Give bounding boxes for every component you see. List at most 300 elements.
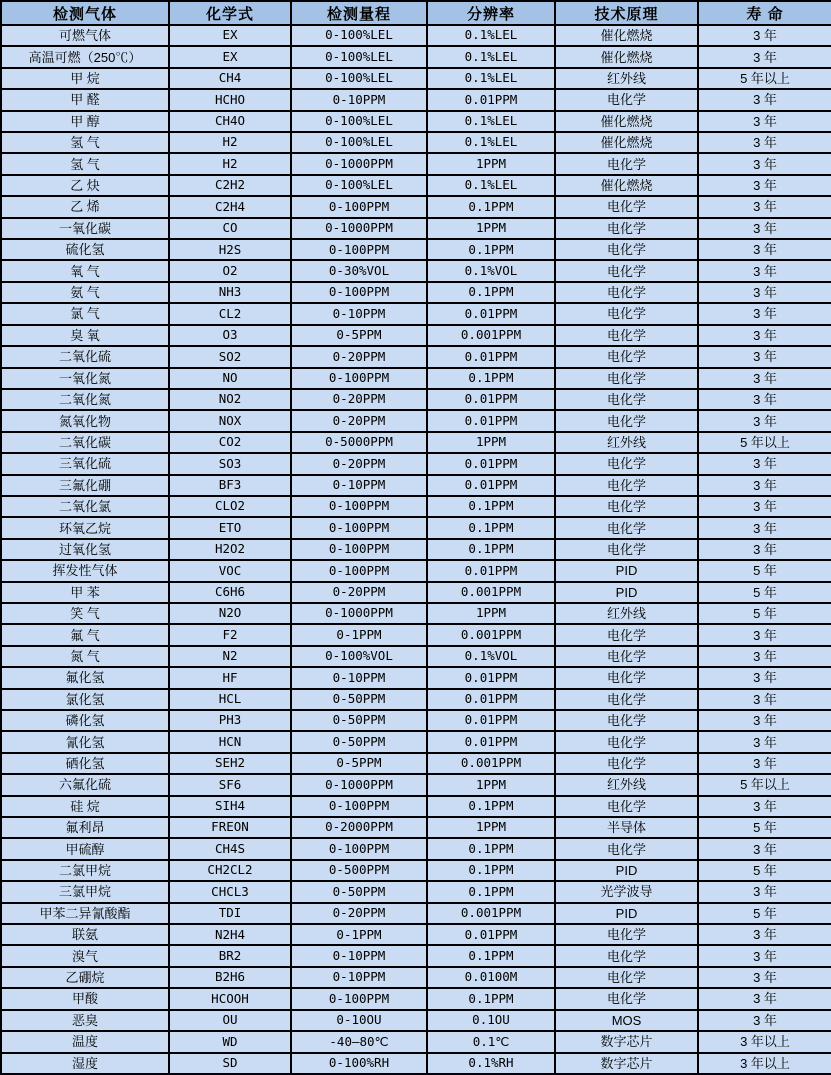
table-row — [1, 25, 831, 46]
cell-chemical-formula: TDI — [169, 903, 291, 924]
cell-detection-range: 0-100%LEL — [291, 25, 427, 46]
table-row — [1, 496, 831, 517]
table-row — [1, 838, 831, 859]
table-row — [1, 368, 831, 389]
cell-resolution: 0.1PPM — [427, 282, 555, 303]
table-row — [1, 196, 831, 217]
cell-gas-name: 氯 气 — [1, 303, 169, 324]
cell-resolution: 0.1OU — [427, 1010, 555, 1031]
table-row — [1, 881, 831, 902]
column-header-lifespan: 寿 命 — [698, 1, 831, 25]
cell-lifespan: 3 年 — [698, 496, 831, 517]
cell-lifespan: 3 年 — [698, 218, 831, 239]
column-header-formula: 化学式 — [169, 1, 291, 25]
cell-detection-range: 0-500PPM — [291, 860, 427, 881]
table-row — [1, 89, 831, 110]
cell-lifespan: 3 年 — [698, 111, 831, 132]
cell-technology-principle: 电化学 — [555, 689, 698, 710]
cell-gas-name: 溴气 — [1, 945, 169, 966]
cell-gas-name: 氮 气 — [1, 646, 169, 667]
cell-lifespan: 3 年 — [698, 175, 831, 196]
cell-lifespan: 3 年 — [698, 475, 831, 496]
cell-technology-principle: 电化学 — [555, 539, 698, 560]
cell-gas-name: 联氨 — [1, 924, 169, 945]
cell-technology-principle: 电化学 — [555, 988, 698, 1009]
table-row — [1, 303, 831, 324]
cell-chemical-formula: NOX — [169, 410, 291, 431]
cell-lifespan: 3 年 — [698, 239, 831, 260]
cell-detection-range: 0-20PPM — [291, 346, 427, 367]
cell-detection-range: 0-100PPM — [291, 196, 427, 217]
cell-detection-range: 0-20PPM — [291, 903, 427, 924]
cell-lifespan: 3 年 — [698, 410, 831, 431]
cell-resolution: 0.01PPM — [427, 560, 555, 581]
cell-resolution: 0.1%LEL — [427, 68, 555, 89]
cell-technology-principle: 半导体 — [555, 817, 698, 838]
cell-technology-principle: 电化学 — [555, 303, 698, 324]
cell-resolution: 0.1PPM — [427, 796, 555, 817]
cell-gas-name: 甲 醛 — [1, 89, 169, 110]
cell-chemical-formula: EX — [169, 46, 291, 67]
table-row — [1, 796, 831, 817]
table-row — [1, 1053, 831, 1075]
cell-gas-name: 一氧化氮 — [1, 368, 169, 389]
cell-chemical-formula: VOC — [169, 560, 291, 581]
cell-technology-principle: 光学波导 — [555, 881, 698, 902]
cell-chemical-formula: CH4O — [169, 111, 291, 132]
cell-detection-range: 0-20PPM — [291, 453, 427, 474]
cell-gas-name: 乙硼烷 — [1, 967, 169, 988]
cell-detection-range: 0-100PPM — [291, 517, 427, 538]
cell-detection-range: 0-100%LEL — [291, 175, 427, 196]
cell-chemical-formula: NH3 — [169, 282, 291, 303]
cell-lifespan: 5 年以上 — [698, 68, 831, 89]
cell-chemical-formula: BF3 — [169, 475, 291, 496]
cell-detection-range: 0-100%LEL — [291, 46, 427, 67]
cell-technology-principle: 催化燃烧 — [555, 175, 698, 196]
cell-chemical-formula: F2 — [169, 624, 291, 645]
cell-lifespan: 3 年 — [698, 753, 831, 774]
table-row — [1, 945, 831, 966]
cell-gas-name: 恶臭 — [1, 1010, 169, 1031]
cell-gas-name: 三氧化硫 — [1, 453, 169, 474]
cell-resolution: 1PPM — [427, 603, 555, 624]
cell-technology-principle: 电化学 — [555, 260, 698, 281]
cell-chemical-formula: FREON — [169, 817, 291, 838]
table-row — [1, 46, 831, 67]
cell-resolution: 0.01PPM — [427, 667, 555, 688]
cell-technology-principle: PID — [555, 582, 698, 603]
cell-resolution: 0.001PPM — [427, 582, 555, 603]
cell-chemical-formula: HCOOH — [169, 988, 291, 1009]
cell-chemical-formula: O2 — [169, 260, 291, 281]
table-row — [1, 68, 831, 89]
cell-detection-range: 0-1000PPM — [291, 603, 427, 624]
cell-resolution: 0.01PPM — [427, 389, 555, 410]
table-row — [1, 967, 831, 988]
cell-lifespan: 3 年 — [698, 945, 831, 966]
cell-technology-principle: 电化学 — [555, 410, 698, 431]
cell-technology-principle: 红外线 — [555, 603, 698, 624]
cell-resolution: 0.1PPM — [427, 368, 555, 389]
cell-gas-name: 二氧化氯 — [1, 496, 169, 517]
cell-lifespan: 3 年 — [698, 282, 831, 303]
cell-resolution: 0.1PPM — [427, 539, 555, 560]
cell-technology-principle: 电化学 — [555, 945, 698, 966]
cell-lifespan: 3 年 — [698, 881, 831, 902]
cell-technology-principle: 数字芯片 — [555, 1031, 698, 1052]
cell-lifespan: 3 年 — [698, 838, 831, 859]
table-row — [1, 924, 831, 945]
table-row — [1, 988, 831, 1009]
cell-chemical-formula: CO2 — [169, 432, 291, 453]
cell-resolution: 0.01PPM — [427, 475, 555, 496]
table-row — [1, 260, 831, 281]
cell-gas-name: 二氯甲烷 — [1, 860, 169, 881]
cell-technology-principle: 电化学 — [555, 967, 698, 988]
cell-detection-range: 0-100%RH — [291, 1053, 427, 1075]
cell-resolution: 0.001PPM — [427, 753, 555, 774]
cell-gas-name: 六氟化硫 — [1, 774, 169, 795]
column-header-range: 检测量程 — [291, 1, 427, 25]
table-row — [1, 667, 831, 688]
cell-detection-range: 0-100PPM — [291, 988, 427, 1009]
cell-gas-name: 笑 气 — [1, 603, 169, 624]
cell-gas-name: 氧 气 — [1, 260, 169, 281]
table-row — [1, 218, 831, 239]
cell-technology-principle: 电化学 — [555, 475, 698, 496]
cell-chemical-formula: H2O2 — [169, 539, 291, 560]
cell-resolution: 0.1%LEL — [427, 111, 555, 132]
cell-detection-range: 0-20PPM — [291, 389, 427, 410]
cell-detection-range: 0-100PPM — [291, 368, 427, 389]
table-row — [1, 153, 831, 174]
cell-gas-name: 温度 — [1, 1031, 169, 1052]
cell-technology-principle: 红外线 — [555, 68, 698, 89]
cell-technology-principle: 催化燃烧 — [555, 25, 698, 46]
cell-resolution: 0.1PPM — [427, 496, 555, 517]
table-row — [1, 689, 831, 710]
cell-chemical-formula: SF6 — [169, 774, 291, 795]
cell-detection-range: 0-50PPM — [291, 731, 427, 752]
cell-resolution: 0.1%LEL — [427, 46, 555, 67]
table-row — [1, 175, 831, 196]
cell-chemical-formula: C2H4 — [169, 196, 291, 217]
table-row — [1, 346, 831, 367]
cell-technology-principle: 电化学 — [555, 731, 698, 752]
table-row — [1, 582, 831, 603]
table-row — [1, 710, 831, 731]
cell-chemical-formula: HCL — [169, 689, 291, 710]
cell-lifespan: 5 年 — [698, 903, 831, 924]
cell-resolution: 0.1%VOL — [427, 260, 555, 281]
cell-detection-range: 0-50PPM — [291, 881, 427, 902]
cell-resolution: 0.1PPM — [427, 196, 555, 217]
cell-resolution: 0.01PPM — [427, 710, 555, 731]
table-row — [1, 325, 831, 346]
cell-chemical-formula: CO — [169, 218, 291, 239]
cell-technology-principle: 数字芯片 — [555, 1053, 698, 1075]
cell-lifespan: 3 年 — [698, 967, 831, 988]
cell-detection-range: 0-1PPM — [291, 624, 427, 645]
cell-resolution: 1PPM — [427, 817, 555, 838]
cell-gas-name: 二氧化氮 — [1, 389, 169, 410]
cell-technology-principle: 电化学 — [555, 838, 698, 859]
table-row — [1, 239, 831, 260]
cell-detection-range: 0-100%VOL — [291, 646, 427, 667]
cell-resolution: 0.1PPM — [427, 838, 555, 859]
cell-detection-range: 0-2000PPM — [291, 817, 427, 838]
cell-technology-principle: 电化学 — [555, 646, 698, 667]
cell-technology-principle: 电化学 — [555, 218, 698, 239]
cell-detection-range: 0-50PPM — [291, 689, 427, 710]
cell-lifespan: 3 年 — [698, 196, 831, 217]
cell-lifespan: 3 年 — [698, 453, 831, 474]
cell-technology-principle: 电化学 — [555, 710, 698, 731]
cell-gas-name: 氯化氢 — [1, 689, 169, 710]
cell-technology-principle: 电化学 — [555, 325, 698, 346]
cell-detection-range: 0-10PPM — [291, 89, 427, 110]
cell-gas-name: 臭 氧 — [1, 325, 169, 346]
cell-chemical-formula: SIH4 — [169, 796, 291, 817]
cell-detection-range: 0-50PPM — [291, 710, 427, 731]
cell-technology-principle: 催化燃烧 — [555, 46, 698, 67]
cell-detection-range: 0-100PPM — [291, 539, 427, 560]
cell-resolution: 0.01PPM — [427, 453, 555, 474]
cell-chemical-formula: CL2 — [169, 303, 291, 324]
cell-lifespan: 3 年 — [698, 46, 831, 67]
cell-lifespan: 3 年 — [698, 153, 831, 174]
cell-resolution: 0.01PPM — [427, 89, 555, 110]
cell-resolution: 0.0100M — [427, 967, 555, 988]
cell-lifespan: 3 年 — [698, 303, 831, 324]
cell-gas-name: 甲 苯 — [1, 582, 169, 603]
cell-gas-name: 甲酸 — [1, 988, 169, 1009]
cell-detection-range: -40—80℃ — [291, 1031, 427, 1052]
cell-resolution: 0.01PPM — [427, 689, 555, 710]
cell-gas-name: 硫化氢 — [1, 239, 169, 260]
cell-detection-range: 0-5000PPM — [291, 432, 427, 453]
cell-gas-name: 湿度 — [1, 1053, 169, 1075]
cell-detection-range: 0-10OU — [291, 1010, 427, 1031]
cell-technology-principle: PID — [555, 860, 698, 881]
cell-detection-range: 0-30%VOL — [291, 260, 427, 281]
cell-gas-name: 硒化氢 — [1, 753, 169, 774]
cell-technology-principle: 电化学 — [555, 89, 698, 110]
cell-lifespan: 3 年 — [698, 25, 831, 46]
table-row — [1, 475, 831, 496]
cell-resolution: 0.1PPM — [427, 988, 555, 1009]
cell-lifespan: 3 年 — [698, 667, 831, 688]
cell-chemical-formula: H2 — [169, 153, 291, 174]
cell-gas-name: 氟利昂 — [1, 817, 169, 838]
cell-chemical-formula: NO2 — [169, 389, 291, 410]
cell-detection-range: 0-100%LEL — [291, 132, 427, 153]
cell-resolution: 0.1PPM — [427, 881, 555, 902]
cell-gas-name: 高温可燃（250℃） — [1, 46, 169, 67]
table-row — [1, 1031, 831, 1052]
cell-resolution: 0.1%LEL — [427, 132, 555, 153]
cell-technology-principle: 红外线 — [555, 774, 698, 795]
cell-resolution: 1PPM — [427, 153, 555, 174]
cell-gas-name: 氮氧化物 — [1, 410, 169, 431]
cell-technology-principle: 电化学 — [555, 753, 698, 774]
cell-resolution: 0.1%RH — [427, 1053, 555, 1075]
cell-lifespan: 3 年 — [698, 89, 831, 110]
cell-detection-range: 0-100PPM — [291, 796, 427, 817]
table-row — [1, 731, 831, 752]
cell-lifespan: 3 年 — [698, 646, 831, 667]
cell-gas-name: 二氧化硫 — [1, 346, 169, 367]
cell-resolution: 0.01PPM — [427, 303, 555, 324]
cell-lifespan: 3 年 — [698, 368, 831, 389]
cell-chemical-formula: N2O — [169, 603, 291, 624]
cell-resolution: 0.01PPM — [427, 924, 555, 945]
cell-lifespan: 5 年 — [698, 560, 831, 581]
column-header-principle: 技术原理 — [555, 1, 698, 25]
cell-detection-range: 0-100%LEL — [291, 68, 427, 89]
cell-gas-name: 氢 气 — [1, 153, 169, 174]
cell-gas-name: 一氧化碳 — [1, 218, 169, 239]
cell-technology-principle: 催化燃烧 — [555, 132, 698, 153]
cell-lifespan: 5 年 — [698, 603, 831, 624]
cell-technology-principle: 电化学 — [555, 624, 698, 645]
cell-detection-range: 0-10PPM — [291, 667, 427, 688]
column-header-gas: 检测气体 — [1, 1, 169, 25]
cell-chemical-formula: CLO2 — [169, 496, 291, 517]
cell-lifespan: 3 年 — [698, 924, 831, 945]
cell-chemical-formula: SO2 — [169, 346, 291, 367]
cell-lifespan: 5 年以上 — [698, 432, 831, 453]
cell-gas-name: 二氧化碳 — [1, 432, 169, 453]
cell-gas-name: 磷化氢 — [1, 710, 169, 731]
cell-technology-principle: MOS — [555, 1010, 698, 1031]
cell-detection-range: 0-1000PPM — [291, 153, 427, 174]
table-row — [1, 410, 831, 431]
cell-technology-principle: 电化学 — [555, 368, 698, 389]
cell-technology-principle: 电化学 — [555, 239, 698, 260]
cell-gas-name: 环氧乙烷 — [1, 517, 169, 538]
table-row — [1, 624, 831, 645]
cell-resolution: 0.01PPM — [427, 346, 555, 367]
cell-chemical-formula: HCHO — [169, 89, 291, 110]
cell-chemical-formula: HF — [169, 667, 291, 688]
cell-lifespan: 3 年 — [698, 710, 831, 731]
cell-resolution: 0.001PPM — [427, 624, 555, 645]
cell-lifespan: 3 年 — [698, 325, 831, 346]
cell-detection-range: 0-1000PPM — [291, 774, 427, 795]
cell-technology-principle: 电化学 — [555, 496, 698, 517]
table-row — [1, 603, 831, 624]
cell-detection-range: 0-100PPM — [291, 560, 427, 581]
cell-chemical-formula: SO3 — [169, 453, 291, 474]
table-row — [1, 539, 831, 560]
cell-gas-name: 三氟化硼 — [1, 475, 169, 496]
cell-lifespan: 5 年 — [698, 860, 831, 881]
cell-detection-range: 0-10PPM — [291, 945, 427, 966]
cell-gas-name: 三氯甲烷 — [1, 881, 169, 902]
table-row — [1, 111, 831, 132]
cell-gas-name: 过氧化氢 — [1, 539, 169, 560]
cell-gas-name: 氢 气 — [1, 132, 169, 153]
cell-technology-principle: 电化学 — [555, 346, 698, 367]
cell-gas-name: 乙 烯 — [1, 196, 169, 217]
cell-detection-range: 0-100PPM — [291, 838, 427, 859]
cell-chemical-formula: N2H4 — [169, 924, 291, 945]
cell-lifespan: 3 年 — [698, 1010, 831, 1031]
cell-detection-range: 0-20PPM — [291, 410, 427, 431]
cell-technology-principle: PID — [555, 560, 698, 581]
cell-detection-range: 0-5PPM — [291, 325, 427, 346]
cell-resolution: 0.01PPM — [427, 410, 555, 431]
cell-lifespan: 5 年 — [698, 817, 831, 838]
cell-technology-principle: 电化学 — [555, 924, 698, 945]
cell-detection-range: 0-10PPM — [291, 475, 427, 496]
cell-resolution: 1PPM — [427, 432, 555, 453]
cell-technology-principle: 电化学 — [555, 667, 698, 688]
cell-detection-range: 0-10PPM — [291, 303, 427, 324]
cell-lifespan: 3 年 — [698, 624, 831, 645]
cell-technology-principle: 电化学 — [555, 389, 698, 410]
cell-lifespan: 5 年以上 — [698, 774, 831, 795]
cell-lifespan: 3 年 — [698, 346, 831, 367]
table-row — [1, 453, 831, 474]
cell-lifespan: 3 年 — [698, 796, 831, 817]
cell-resolution: 0.001PPM — [427, 325, 555, 346]
cell-resolution: 0.1%VOL — [427, 646, 555, 667]
table-row — [1, 817, 831, 838]
cell-gas-name: 硅 烷 — [1, 796, 169, 817]
cell-chemical-formula: BR2 — [169, 945, 291, 966]
cell-lifespan: 3 年 — [698, 132, 831, 153]
cell-chemical-formula: NO — [169, 368, 291, 389]
cell-chemical-formula: EX — [169, 25, 291, 46]
table-row — [1, 389, 831, 410]
cell-gas-name: 甲苯二异氰酸酯 — [1, 903, 169, 924]
cell-lifespan: 3 年以上 — [698, 1031, 831, 1052]
cell-resolution: 0.01PPM — [427, 731, 555, 752]
cell-gas-name: 氰化氢 — [1, 731, 169, 752]
header-row — [1, 1, 831, 25]
cell-chemical-formula: CHCL3 — [169, 881, 291, 902]
cell-chemical-formula: HCN — [169, 731, 291, 752]
cell-lifespan: 3 年 — [698, 260, 831, 281]
table-row — [1, 753, 831, 774]
cell-gas-name: 氟化氢 — [1, 667, 169, 688]
cell-detection-range: 0-100PPM — [291, 282, 427, 303]
cell-resolution: 1PPM — [427, 774, 555, 795]
cell-detection-range: 0-100PPM — [291, 239, 427, 260]
cell-resolution: 0.1PPM — [427, 517, 555, 538]
table-row — [1, 432, 831, 453]
cell-technology-principle: 催化燃烧 — [555, 111, 698, 132]
table-row — [1, 903, 831, 924]
cell-gas-name: 乙 炔 — [1, 175, 169, 196]
cell-technology-principle: 电化学 — [555, 517, 698, 538]
cell-lifespan: 3 年以上 — [698, 1053, 831, 1075]
cell-chemical-formula: SEH2 — [169, 753, 291, 774]
cell-chemical-formula: C2H2 — [169, 175, 291, 196]
table-row — [1, 282, 831, 303]
cell-gas-name: 氟 气 — [1, 624, 169, 645]
cell-technology-principle: 红外线 — [555, 432, 698, 453]
cell-technology-principle: 电化学 — [555, 796, 698, 817]
cell-gas-name: 氨 气 — [1, 282, 169, 303]
column-header-resolution: 分辨率 — [427, 1, 555, 25]
cell-detection-range: 0-1PPM — [291, 924, 427, 945]
cell-detection-range: 0-20PPM — [291, 582, 427, 603]
table-row — [1, 517, 831, 538]
